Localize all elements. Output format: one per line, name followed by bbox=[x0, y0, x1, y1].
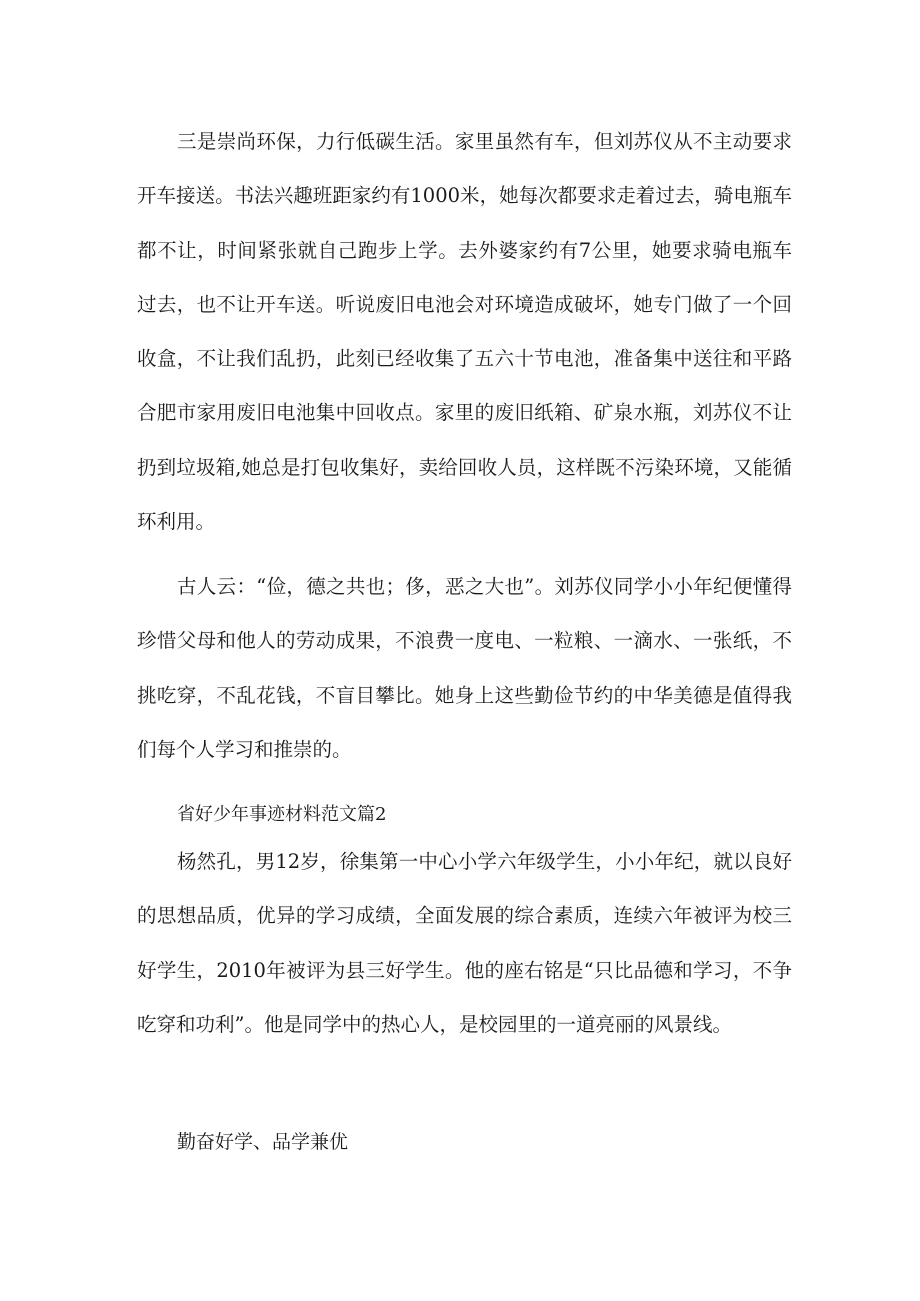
section-title: 省好少年事迹材料范文篇2 bbox=[177, 804, 387, 825]
paragraph-yang-profile: 杨然孔，男12岁，徐集第一中心小学六年级学生，小小年纪，就以良好的思想品质，优异的学习成绩，全面发展的综合素质，连续六年被评为校三好学生，2010年被评为县三好学生。他的座右铭是“只比品德和学习，不争吃穿和功利”。他是同学中的热心人，是校园里的一道亮丽的风景线。 bbox=[137, 850, 792, 1036]
subheading: 勤奋好学、品学兼优 bbox=[177, 1131, 349, 1153]
paragraph-frugality: 古人云：“俭，德之共也；侈，恶之大也”。刘苏仪同学小小年纪便懂得珍惜父母和他人的劳动成果，不浪费一度电、一粒粮、一滴水、一张纸，不挑吃穿，不乱花钱，不盲目攀比。她身上这些勤俭节约的中华美德是值得我们每个人学习和推崇的。 bbox=[137, 575, 792, 761]
paragraph-environment: 三是崇尚环保，力行低碳生活。家里虽然有车，但刘苏仪从不主动要求开车接送。书法兴趣班距家约有1000米，她每次都要求走着过去，骑电瓶车都不让，时间紧张就自己跑步上学。去外婆家约有7公里，她要求骑电瓶车过去，也不让开车送。听说废旧电池会对环境造成破坏，她专门做了一个回收盒，不让我们乱扔，此刻已经收集了五六十节电池，准备集中送往和平路合肥市家用废旧电池集中回收点。家里的废旧纸箱、矿泉水瓶，刘苏仪不让扔到垃圾箱,她总是打包收集好，卖给回收人员，这样既不污染环境，又能循环利用。 bbox=[137, 130, 792, 534]
